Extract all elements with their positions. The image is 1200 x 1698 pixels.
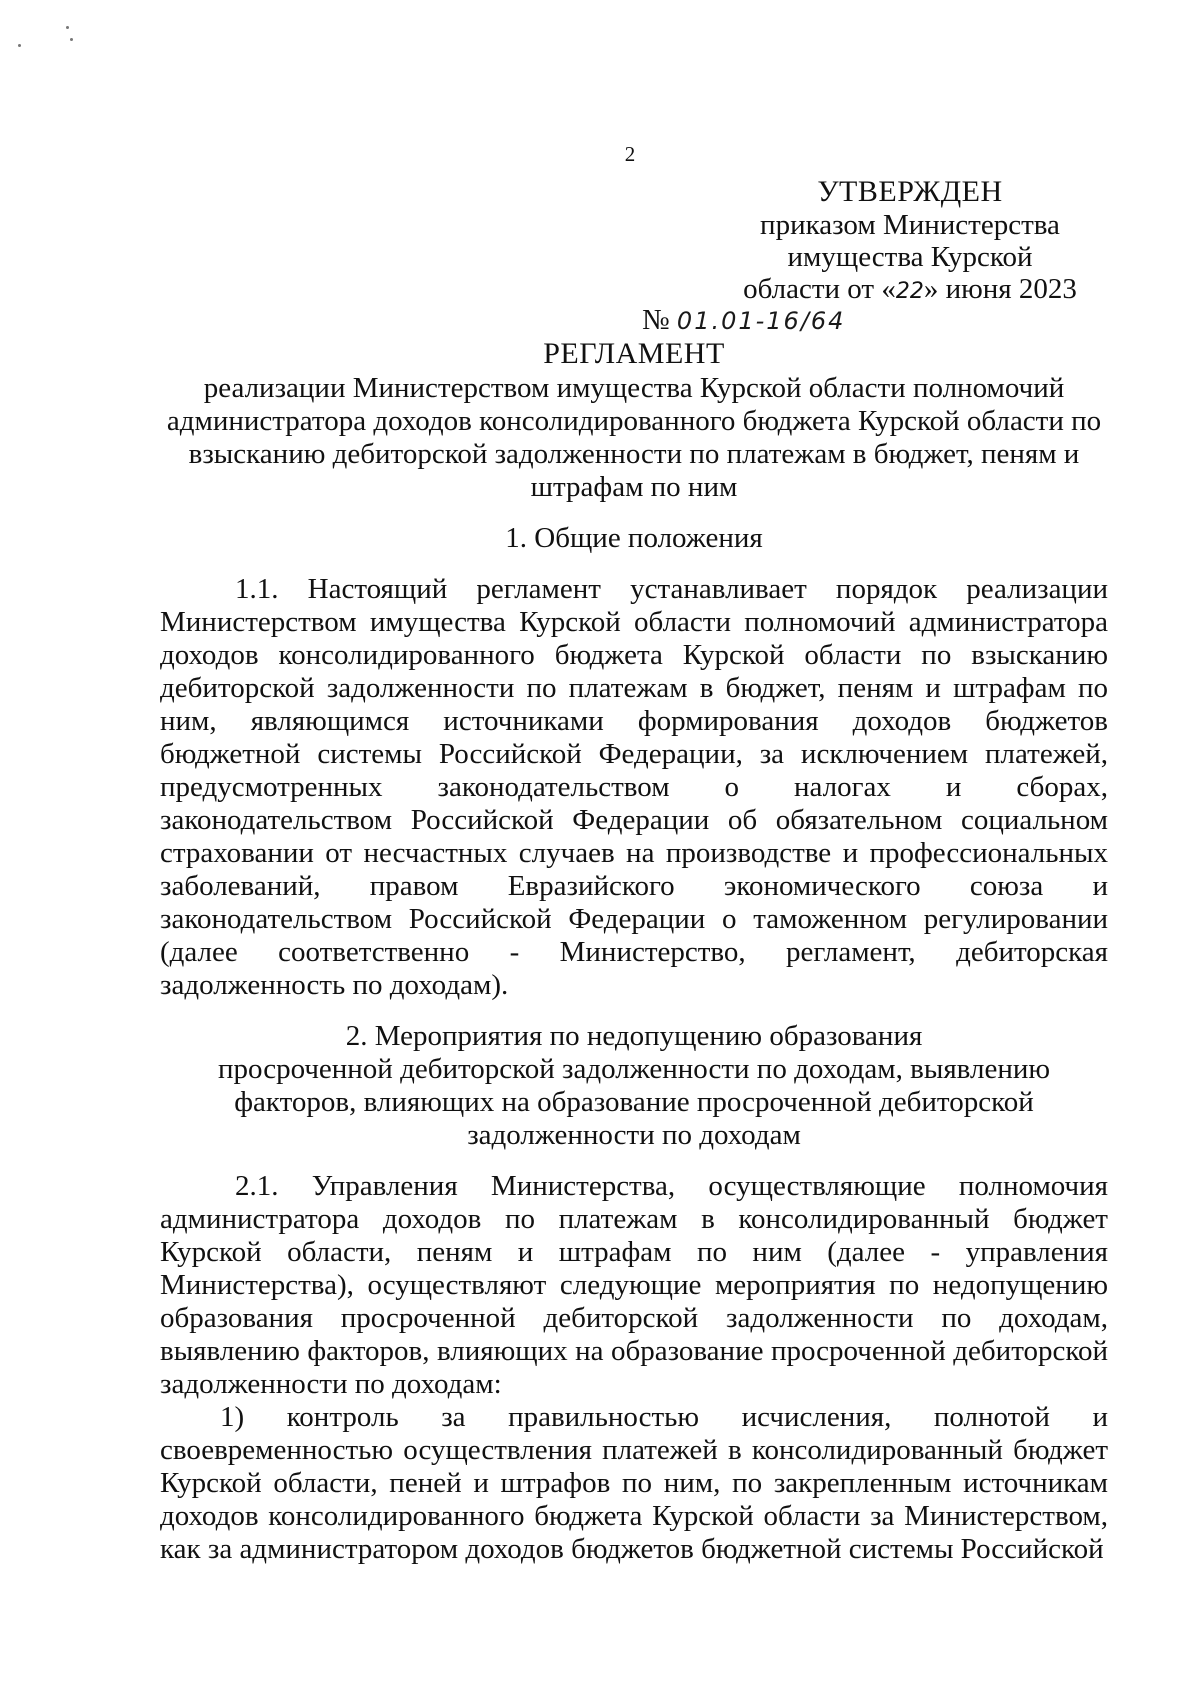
- approval-date-prefix: области от «: [743, 273, 896, 305]
- approval-line-2: имущества Курской: [787, 241, 1033, 273]
- section-2-heading-line: 2. Мероприятия по недопущению образования: [345, 1020, 923, 1052]
- document-title: РЕГЛАМЕНТ: [543, 337, 725, 370]
- approval-date-day: 22: [895, 279, 924, 304]
- scan-speck: [18, 44, 21, 47]
- scan-speck: [66, 26, 69, 29]
- section-2-heading-line: задолженности по доходам: [467, 1119, 801, 1151]
- approval-line-3: [700, 273, 1120, 308]
- approval-stamp-block: [642, 175, 1120, 336]
- approval-line-1: приказом Министерства: [760, 209, 1060, 241]
- order-number-value: 01.01-16/64: [676, 307, 846, 335]
- paragraph-1-1: 1.1. Настоящий регламент устанавливает порядок реализации Министерством имущества Курской области полномочий администратора доходов консолидированного бюджета Курской области по взысканию дебиторской задолженности по платежам в бюджет, пеням и штрафам по ним, являющимся источниками формирования доходов бюджетов бюджетной системы Российской Федерации, за исключением платежей, предусмотренных законодательством о налогах и сборах, законодательством Российской Федерации об обязательном социальном страховании от несчастных случаев на производстве и профессиональных заболеваний, правом Евразийского экономического союза и законодательством Российской Федерации о таможенном регулировании (далее соответственно - Министерство, регламент, дебиторская задолженность по доходам).: [160, 573, 1108, 1001]
- section-2-heading-line: просроченной дебиторской задолженности по доходам, выявлению: [217, 1053, 1051, 1085]
- approval-order-number: [642, 304, 942, 337]
- list-item-1: 1) контроль за правильностью исчисления, полнотой и своевременностью осуществления платежей в консолидированный бюджет Курской области, пеней и штрафов по ним, по закрепленным источникам доходов консолидированного бюджета Курской области за Министерством, как за администратором доходов бюджетов бюджетной системы Российской: [160, 1401, 1108, 1565]
- approval-heading: УТВЕРЖДЕН: [817, 175, 1003, 208]
- section-1-heading: 1. Общие положения: [505, 522, 763, 554]
- approval-date-suffix: » июня 2023: [923, 273, 1077, 305]
- document-subtitle: реализации Министерством имущества Курской области полномочий администратора доходов консолидированного бюджета Курской области по взысканию дебиторской задолженности по платежам в бюджет, пеням и штрафам по ним: [166, 372, 1102, 503]
- document-body: [160, 337, 1108, 1566]
- page-number: 2: [624, 142, 636, 166]
- scan-speck: [70, 38, 73, 41]
- order-number-sign: №: [642, 304, 670, 336]
- section-2-heading: [160, 1020, 1108, 1152]
- paragraph-2-1: 2.1. Управления Министерства, осуществляющие полномочия администратора доходов по платежам в консолидированный бюджет Курской области, пеням и штрафам по ним (далее - управления Министерства), осуществляют следующие мероприятия по недопущению образования просроченной дебиторской задолженности по доходам, выявлению факторов, влияющих на образование просроченной дебиторской задолженности по доходам:: [160, 1170, 1108, 1400]
- section-2-heading-line: факторов, влияющих на образование просроченной дебиторской: [234, 1086, 1034, 1118]
